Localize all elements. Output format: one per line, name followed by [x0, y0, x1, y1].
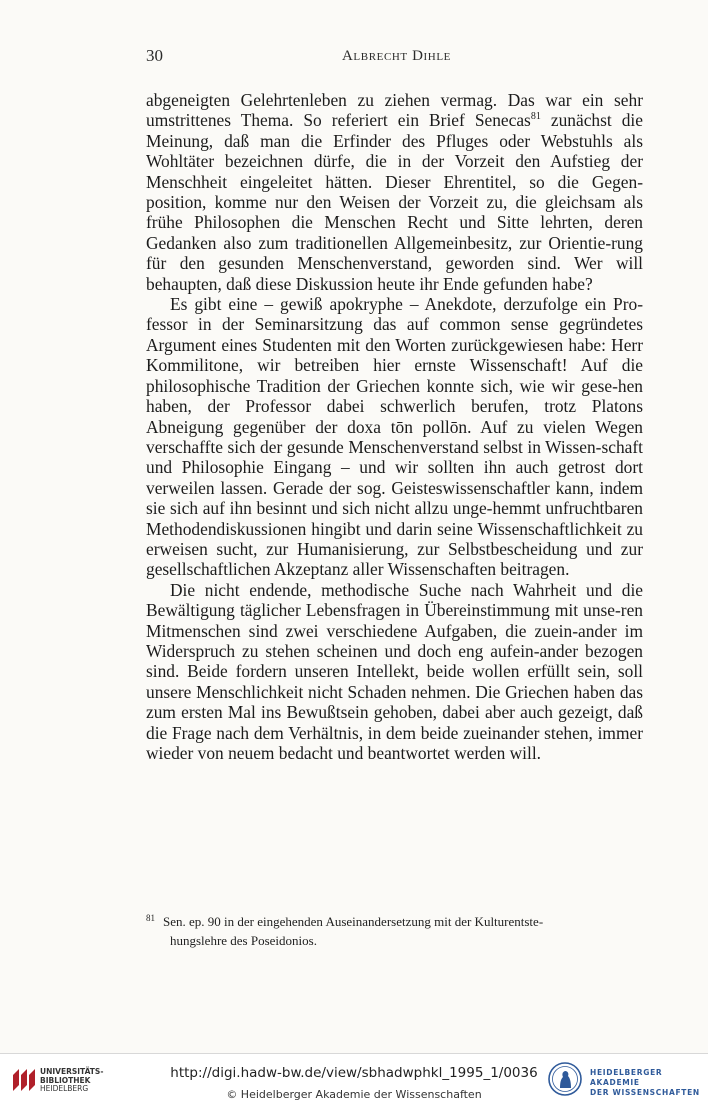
paragraph-2: Es gibt eine – gewiß apokryphe – Anekdote, derzufolge ein Pro-fessor in der Seminarsitzung das auf common sense gegründetes Argument eines Studenten mit den Worten zurückgewiesen habe: Herr Kommilitone, wir betreiben hier ernste Wissenschaft! Auf die philosophische Tradition der Griechen konnte sich, wie wir gese-hen haben, der Professor dabei schwerlich berufen, trotz Platons Abneigung gegenüber der doxa tōn pollōn. Auf zu vielen Wegen verschaffte sich der gesunde Menschenverstand selbst in Wissen-schaft und Philosophie Eingang – und wir sollten ihn auch getrost dort verweilen lassen. Gerade der sog. Geisteswissenschaftler kann, indem sie sich auf ihn besinnt und sich nicht allzu unge-hemmt unfruchtbaren Methodendiskussionen hingibt und darin seine Wissenschaftlichkeit zu erweisen sucht, zur Humanisierung, zur Selbstbescheidung und zur gesellschaftlichen Akzeptanz aller Wissenschaften beitragen. [146, 294, 643, 580]
paragraph-1-text-b: zunächst die Meinung, daß man die Erfinder des Pfluges oder Webstuhls als Wohltäter bezeichnen dürfe, die in der Vorzeit den Aufstieg der Menschheit eingeleitet hätten. Dieser Ehrentitel, so die Gegen-position, komme nur den Weisen der Vorzeit zu, die gleichsam als frühe Philosophen die Menschen Recht und Sitte lehrten, deren Gedanken also zum traditionellen Allgemeinbesitz, zur Orientie-rung für den gesunden Menschenverstand, geworden sind. Wer will behaupten, daß diese Diskussion heute ihr Ende gefunden habe? [146, 110, 643, 294]
academy-line-1: HEIDELBERGER AKADEMIE [590, 1068, 663, 1087]
ub-line-2: BIBLIOTHEK [40, 1075, 91, 1085]
paragraph-1-text-a: abgeneigten Gelehrtenleben zu ziehen vermag. Das war ein sehr umstrittenes Thema. So referiert ein Brief Senecas [146, 90, 643, 131]
footnote-text-line-1: Sen. ep. 90 in der eingehenden Auseinandersetzung mit der Kulturentste- [163, 914, 544, 929]
copyright-notice: © Heidelberger Akademie der Wissenschaften [226, 1088, 482, 1101]
paragraph-3: Die nicht endende, methodische Suche nach Wahrheit und die Bewältigung täglicher Lebensfragen in Übereinstimmung mit unse-ren Mitmenschen sind zwei verschiedene Aufgaben, die zuein-ander im Widerspruch zu stehen scheinen und doch eng aufein-ander bezogen sind. Beide fordern unseren Intellekt, beide wollen erfüllt sein, soll unsere Menschlichkeit nicht Schaden nehmen. Die Griechen haben das zum ersten Mal ins Bewußtsein gehoben, dabei aber auch gezeigt, daß die Frage nach dem Verhältnis, in dem beide zueinander stehen, immer wieder von neuem bedacht und beantwortet werden will. [146, 579, 643, 763]
body-text [146, 90, 643, 763]
academy-seal-icon [548, 1062, 582, 1096]
paragraph-1 [146, 90, 643, 294]
footnote-reference: 81 [530, 111, 541, 123]
footer-bar [0, 1053, 708, 1107]
running-head [146, 46, 642, 70]
ub-line-1: UNIVERSITÄTS- [40, 1067, 104, 1076]
footnote-number: 81 [146, 913, 155, 923]
footnote [146, 912, 643, 950]
permalink-url[interactable]: http://digi.hadw-bw.de/view/sbhadwphkl_1995_1/0036 [170, 1065, 538, 1081]
academy-line-2: DER WISSENSCHAFTEN [590, 1088, 700, 1097]
ub-line-3: HEIDELBERG [40, 1084, 89, 1093]
running-head-author: Albrecht Dihle [342, 48, 451, 64]
footer-divider [0, 1053, 708, 1054]
page-number: 30 [146, 46, 163, 65]
footnote-text-line-2: hungslehre des Poseidonios. [170, 933, 317, 948]
academy-label [590, 1068, 708, 1098]
